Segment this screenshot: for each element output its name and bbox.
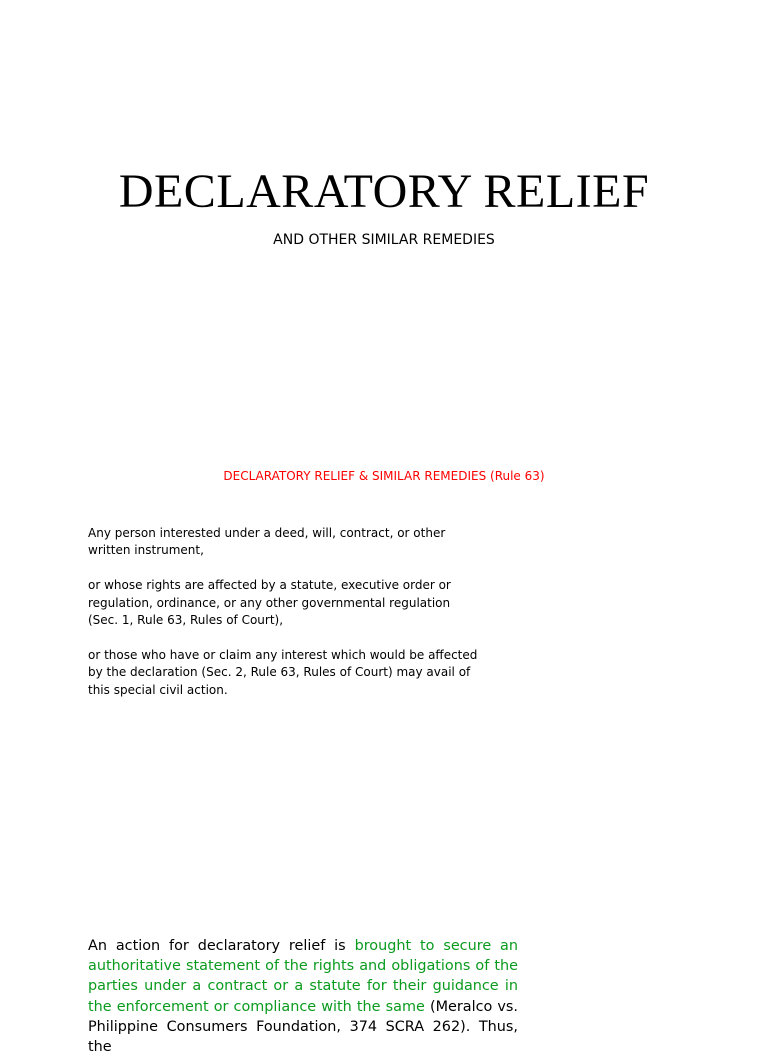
document-subtitle: AND OTHER SIMILAR REMEDIES — [273, 232, 495, 248]
rule-63-text-block — [88, 525, 478, 716]
paragraph-interested-persons: Any person interested under a deed, will, contract, or other written instrument, — [88, 526, 446, 558]
definition-citation: (Meralco vs. Philippine Consumers Foundation, 374 SCRA 262). Thus, the — [88, 998, 518, 1056]
section-heading: DECLARATORY RELIEF & SIMILAR REMEDIES (Rule 63) — [223, 469, 545, 483]
definition-intro: An action for declaratory relief is — [88, 938, 346, 954]
declaratory-relief-definition — [88, 936, 518, 1057]
document-title: DECLARATORY RELIEF — [118, 165, 650, 218]
definition-highlight: brought to secure an authoritative statement of the rights and obligations of the parties under a contract or a statute for their guidance in the enforcement or compliance with the same — [88, 938, 518, 1015]
paragraph-claim-interest: or those who have or claim any interest which would be affected by the declaration (Sec. 2, Rule 63, Rules of Court) may avail of this special civil action. — [88, 647, 478, 697]
paragraph-rights-affected: or whose rights are affected by a statute, executive order or regulation, ordinance, or any other governmental regulation (Sec. 1, Rule 63, Rules of Court), — [88, 578, 451, 628]
